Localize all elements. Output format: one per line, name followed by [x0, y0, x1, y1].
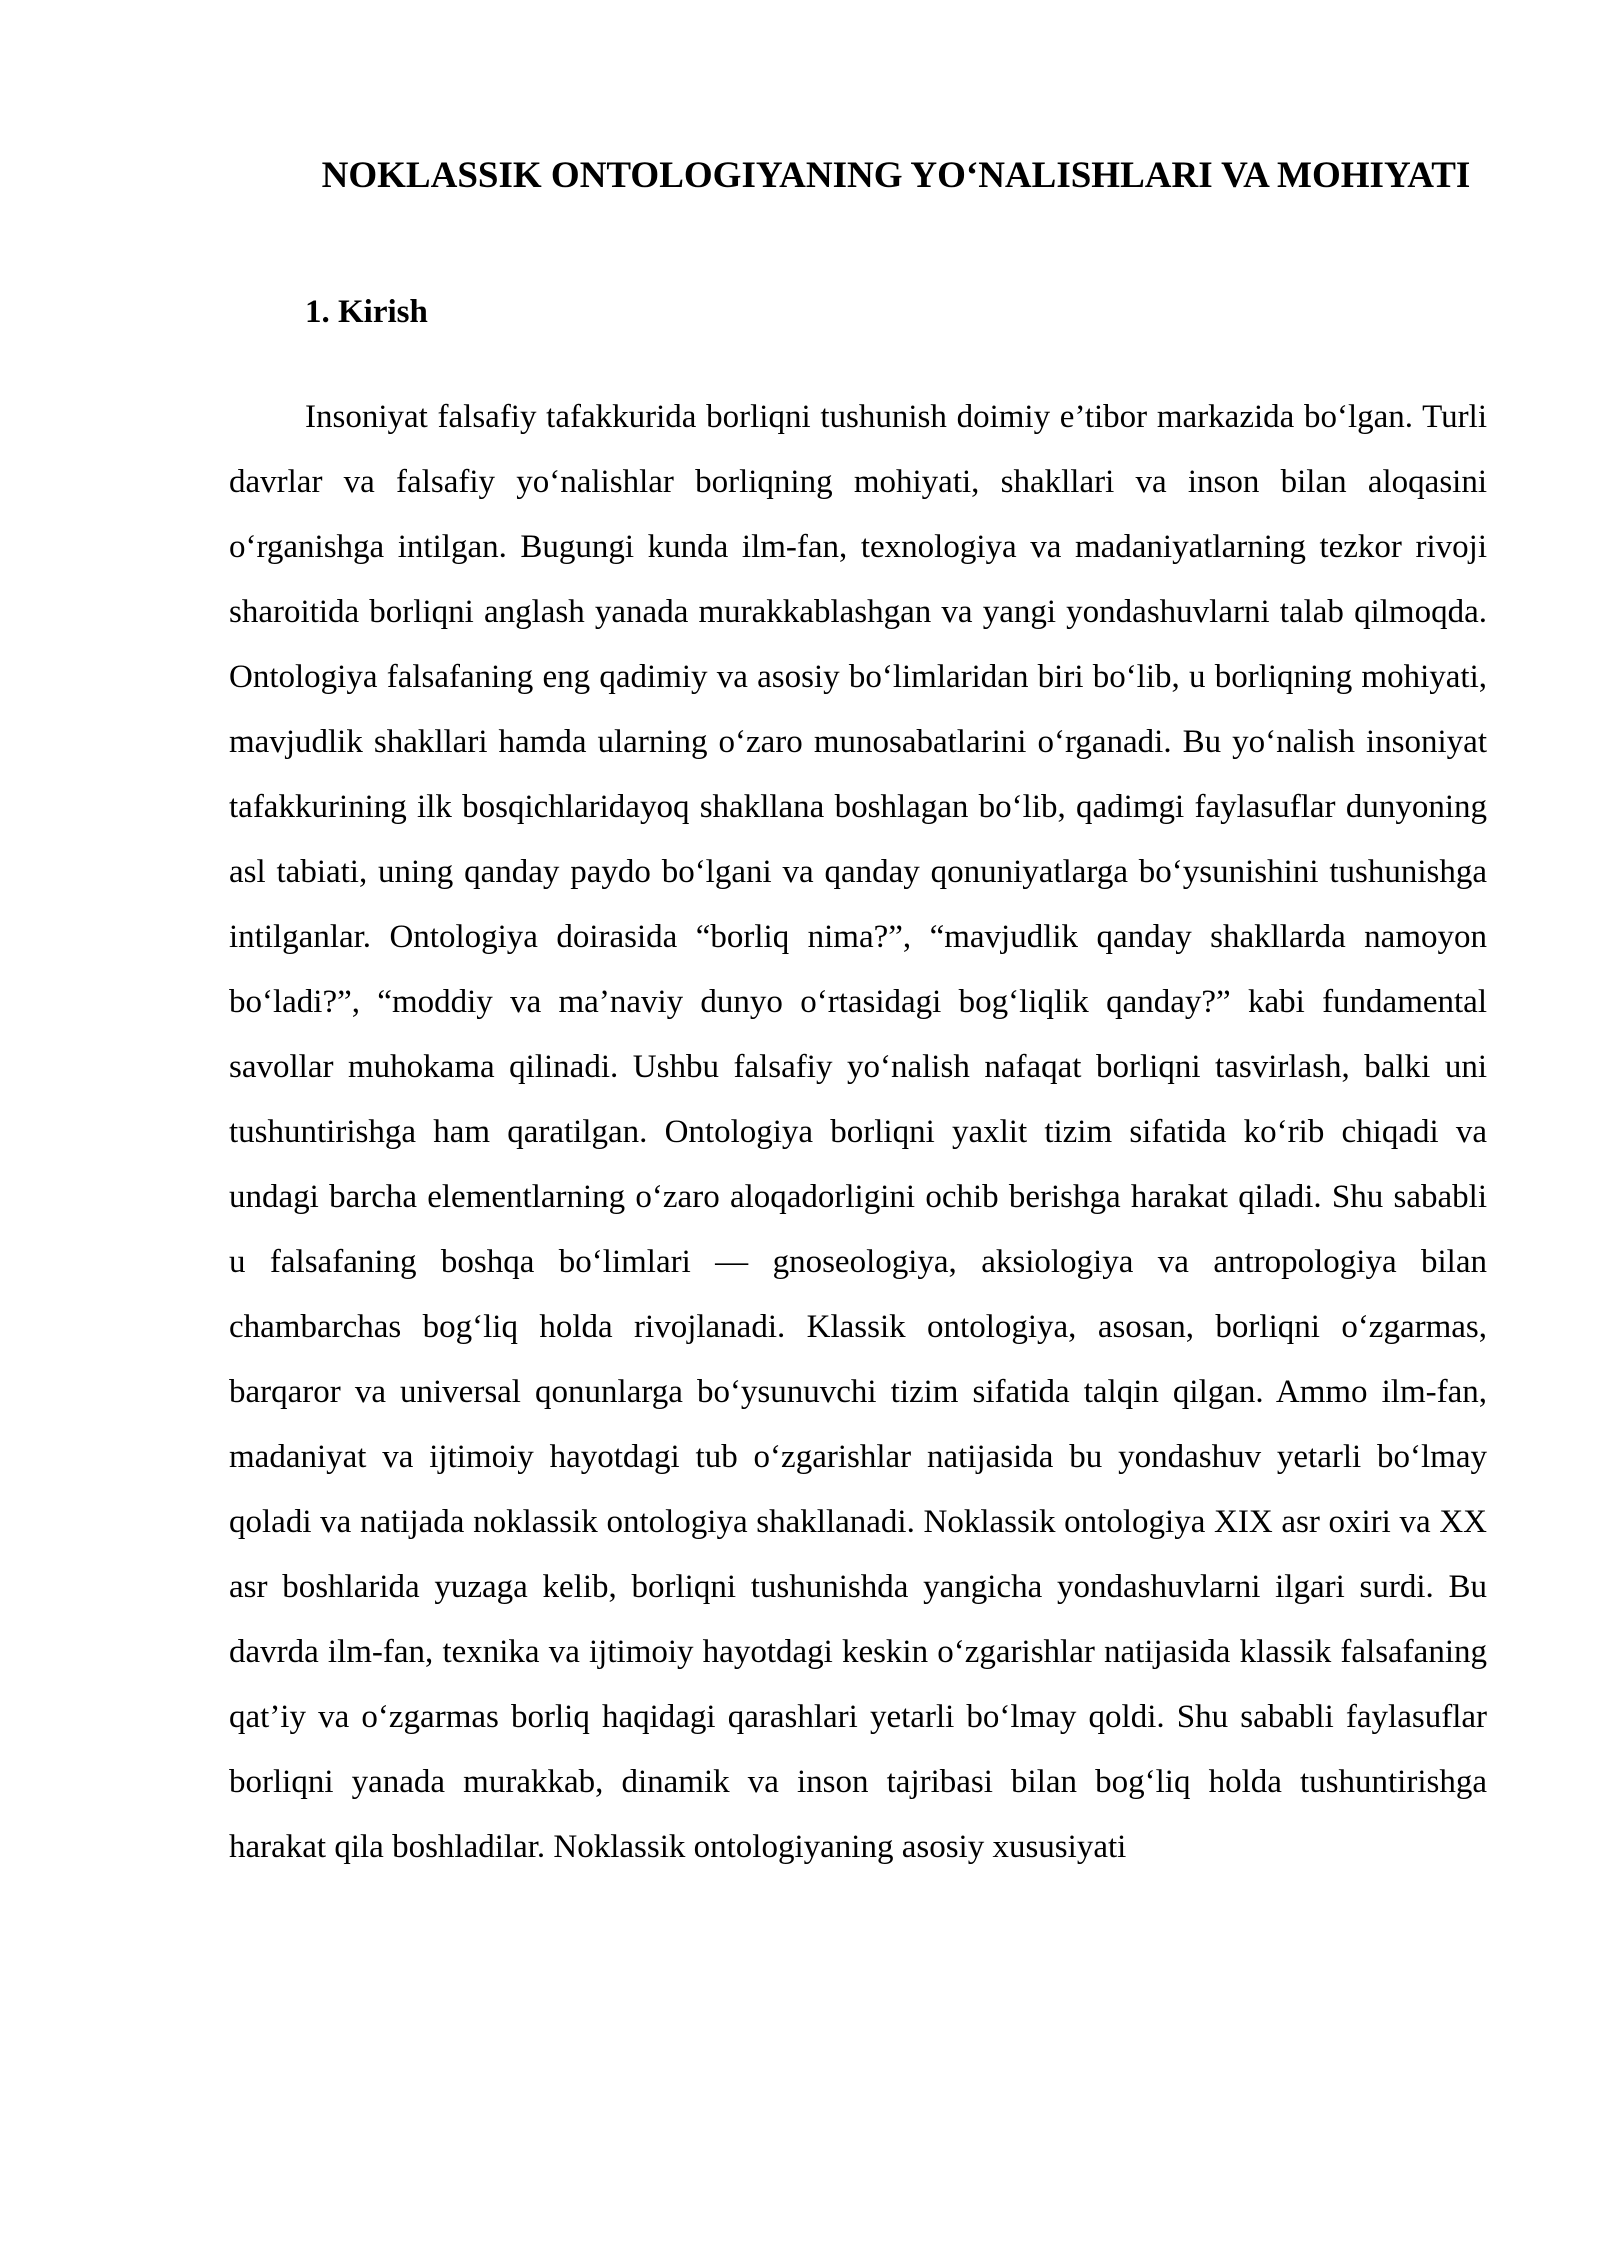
body-paragraph: Insoniyat falsafiy tafakkurida borliqni tushunish doimiy e’tibor markazida bo‘lgan. Turli davrlar va falsafiy yo‘nalishlar borliqning mohiyati, shakllari va inson bilan aloqasini o‘rganishga intilgan. Bugungi kunda ilm-fan, texnologiya va madaniyatlarning tezkor rivoji sharoitida borliqni anglash yanada murakkablashgan va yangi yondashuvlarni talab qilmoqda. Ontologiya falsafaning eng qadimiy va asosiy bo‘limlaridan biri bo‘lib, u borliqning mohiyati, mavjudlik shakllari hamda ularning o‘zaro munosabatlarini o‘rganadi. Bu yo‘nalish insoniyat tafakkurining ilk bosqichlaridayoq shakllana boshlagan bo‘lib, qadimgi faylasuflar dunyoning asl tabiati, uning qanday paydo bo‘lgani va qanday qonuniyatlarga bo‘ysunishini tushunishga intilganlar. Ontologiya doirasida “borliq nima?”, “mavjudlik qanday shakllarda namoyon bo‘ladi?”, “moddiy va ma’naviy dunyo o‘rtasidagi bog‘liqlik qanday?” kabi fundamental savollar muhokama qilinadi. Ushbu falsafiy yo‘nalish nafaqat borliqni tasvirlash, balki uni tushuntirishga ham qaratilgan. Ontologiya borliqni yaxlit tizim sifatida ko‘rib chiqadi va undagi barcha elementlarning o‘zaro aloqadorligini ochib berishga harakat qiladi. Shu sababli u falsafaning boshqa bo‘limlari — gnoseologiya, aksiologiya va antropologiya bilan chambarchas bog‘liq holda rivojlanadi. Klassik ontologiya, asosan, borliqni o‘zgarmas, barqaror va universal qonunlarga bo‘ysunuvchi tizim sifatida talqin qilgan. Ammo ilm-fan, madaniyat va ijtimoiy hayotdagi tub o‘zgarishlar natijasida bu yondashuv yetarli bo‘lmay qoladi va natijada noklassik ontologiya shakllanadi. Noklassik ontologiya XIX asr oxiri va XX asr boshlarida yuzaga kelib, borliqni tushunishda yangicha yondashuvlarni ilgari surdi. Bu davrda ilm-fan, texnika va ijtimoiy hayotdagi keskin o‘zgarishlar natijasida klassik falsafaning qat’iy va o‘zgarmas borliq haqidagi qarashlari yetarli bo‘lmay qoldi. Shu sababli faylasuflar borliqni yanada murakkab, dinamik va inson tajribasi bilan bog‘liq holda tushuntirishga harakat qila boshladilar. Noklassik ontologiyaning asosiy xususiyati	[229, 399, 1487, 1865]
section-heading: 1. Kirish	[305, 294, 428, 330]
document-title: NOKLASSIK ONTOLOGIYANING YO‘NALISHLARI VA MOHIYATI	[321, 155, 1471, 196]
